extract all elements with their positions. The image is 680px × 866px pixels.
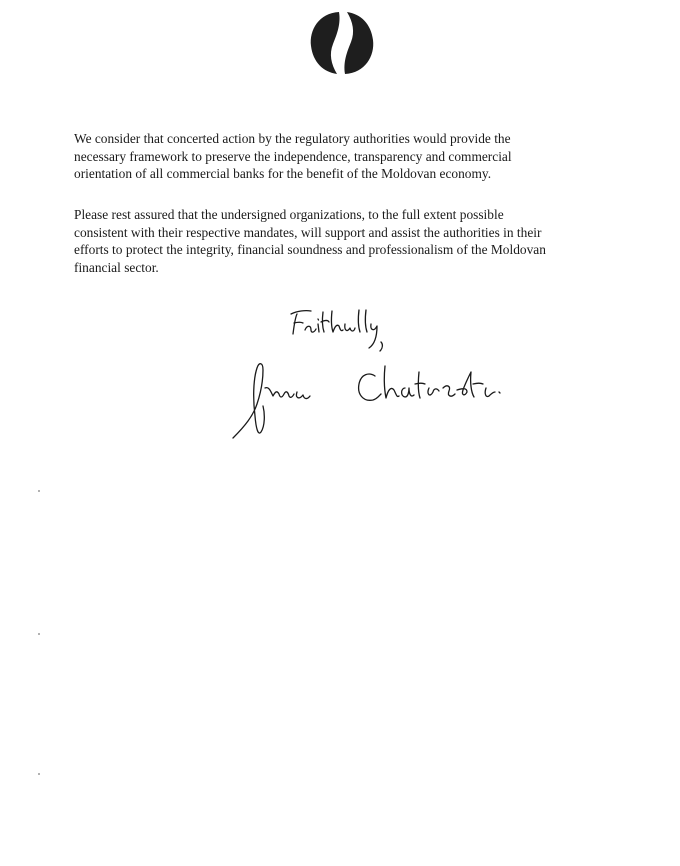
scan-artifact bbox=[38, 490, 40, 492]
second-signature-script bbox=[359, 366, 500, 400]
paragraph-concerted-action: We consider that concerted action by the regulatory authorities would provide the necessary framework to preserve the independence, transparency and commercial orientation of all commercial banks for the benefit of the Moldovan economy. bbox=[74, 131, 512, 181]
scan-artifact bbox=[38, 633, 40, 635]
first-signature-script bbox=[233, 364, 310, 438]
closing-faithfully-script bbox=[291, 310, 382, 351]
paragraph-assurance: Please rest assured that the undersigned organizations, to the full extent possible consistent with their respective mandates, will support and assist the authorities in their efforts to protect the integrity, financial soundness and professionalism of the Moldovan financial sector. bbox=[74, 207, 546, 275]
handwritten-signature bbox=[225, 296, 515, 446]
organization-logo-icon bbox=[307, 8, 377, 78]
scan-artifact bbox=[38, 773, 40, 775]
